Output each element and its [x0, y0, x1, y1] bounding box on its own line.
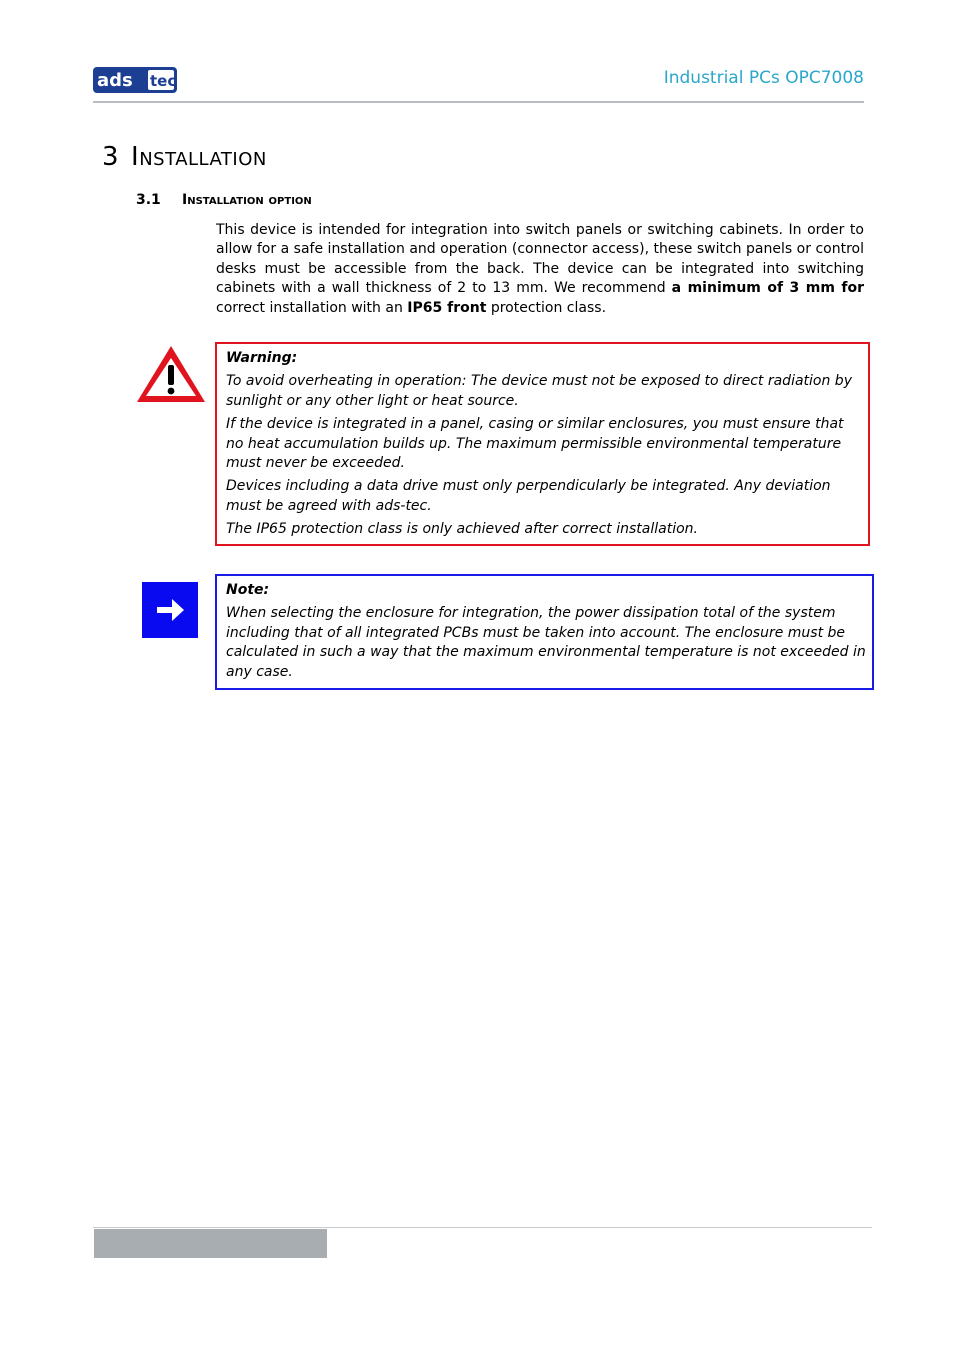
- logo-text-tec: tec: [150, 72, 177, 90]
- arrow-right-icon: [142, 582, 198, 638]
- note-title: Note:: [226, 582, 270, 598]
- warning-paragraph: If the device is integrated in a panel, casing or similar enclosures, you must ensure that no heat accumulation builds up. The maximum permissible environmental temperature must never be exceeded.: [226, 416, 844, 472]
- logo-text-ads: ads: [97, 70, 133, 91]
- note-box: [215, 574, 874, 690]
- footer-bar: [94, 1229, 327, 1258]
- header-title: Industrial PCs OPC7008: [663, 68, 864, 88]
- chapter-number: 3: [102, 142, 120, 172]
- intro-bold-ip65: IP65 front: [407, 299, 487, 316]
- footer-divider: [93, 1227, 872, 1228]
- warning-box: [215, 342, 870, 546]
- header-divider: [93, 101, 864, 103]
- ads-tec-logo: [93, 67, 177, 93]
- section-heading: [136, 192, 312, 208]
- intro-text-3: protection class.: [486, 299, 607, 316]
- intro-bold-min-thickness: a minimum of 3 mm for: [671, 280, 864, 297]
- section-title: Installation option: [182, 192, 312, 208]
- note-paragraph: When selecting the enclosure for integration, the power dissipation total of the system including that of all integrated PCBs must be taken into account. The enclosure must be calculated in such a way that the maximum environmental temperature is not exceeded in any case.: [226, 605, 866, 680]
- warning-paragraph: To avoid overheating in operation: The device must not be exposed to direct radiation by sunlight or any other light or heat source.: [226, 373, 852, 409]
- warning-paragraph: Devices including a data drive must only perpendicularly be integrated. Any deviation must be agreed with ads-tec.: [226, 478, 831, 514]
- warning-triangle-icon: [135, 343, 207, 405]
- chapter-title: Installation: [131, 142, 267, 172]
- warning-paragraph: The IP65 protection class is only achieved after correct installation.: [226, 521, 698, 538]
- section-number: 3.1: [136, 192, 161, 208]
- intro-paragraph: [216, 221, 864, 318]
- intro-text-1: This device is intended for integration into switch panels or switching cabinets. In order to allow for a safe installation and operation (connector access), these switch panels or control desks must be accessible from the back. The device can be integrated into switching cabinets with a wall thickness of 2 to 13 mm. We recommend: [216, 222, 864, 297]
- intro-text-2: correct installation with an: [216, 299, 408, 316]
- chapter-heading: [102, 142, 267, 172]
- warning-title: Warning:: [226, 350, 298, 366]
